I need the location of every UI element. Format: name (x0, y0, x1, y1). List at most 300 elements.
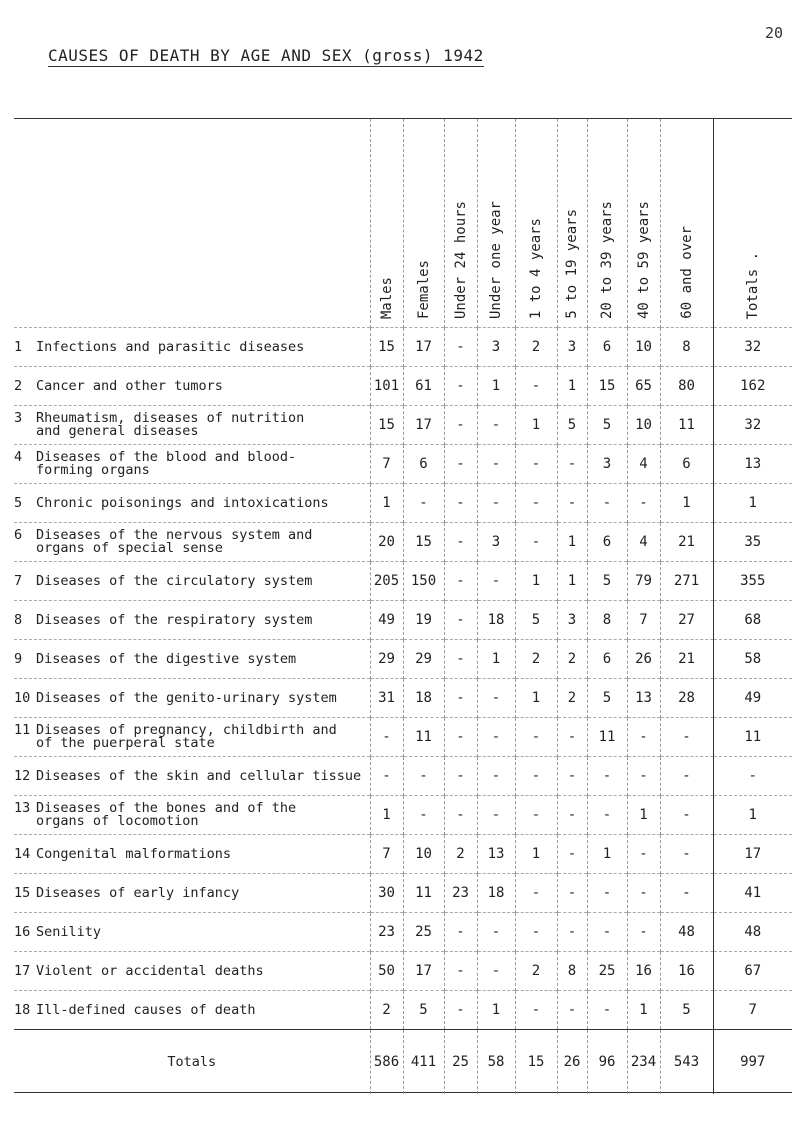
value-cell: 16 (627, 952, 660, 991)
header-females: Females (403, 119, 444, 328)
value-cell: 23 (444, 874, 477, 913)
value-cell: - (444, 640, 477, 679)
value-cell: 41 (713, 874, 792, 913)
value-cell: 10 (403, 835, 444, 874)
value-cell: 2 (444, 835, 477, 874)
cause-text (36, 451, 296, 477)
table-row (14, 640, 792, 679)
value-cell: - (477, 445, 515, 484)
cause-label (14, 679, 370, 718)
value-cell: - (444, 952, 477, 991)
cause-text-line: Infections and parasitic diseases (36, 338, 305, 355)
value-cell: - (587, 913, 627, 952)
value-cell: 17 (403, 406, 444, 445)
value-cell: 1 (627, 796, 660, 835)
table-row (14, 874, 792, 913)
value-cell: - (660, 796, 713, 835)
cause-text (36, 845, 232, 862)
value-cell: 23 (370, 913, 403, 952)
total-value-cell: 586 (370, 1030, 403, 1095)
value-cell: - (557, 757, 587, 796)
cause-number: 11 (14, 722, 31, 738)
value-cell: 1 (515, 406, 557, 445)
table-row (14, 913, 792, 952)
value-cell: 150 (403, 562, 444, 601)
cause-label (14, 991, 370, 1030)
cause-text-line: Diseases of the nervous system and (36, 527, 313, 543)
value-cell: - (587, 991, 627, 1030)
cause-text-line: Cancer and other tumors (36, 377, 223, 394)
cause-text-line: and general diseases (36, 423, 199, 439)
value-cell: 1 (660, 484, 713, 523)
totals-row (14, 1030, 792, 1095)
cause-text-line: Diseases of the bones and of the (36, 800, 297, 816)
cause-text (36, 802, 296, 828)
total-value-cell: 234 (627, 1030, 660, 1095)
value-cell: 21 (660, 640, 713, 679)
value-cell: 355 (713, 562, 792, 601)
value-cell: 11 (660, 406, 713, 445)
cause-number: 10 (14, 689, 31, 706)
cause-number: 12 (14, 767, 31, 784)
value-cell: 11 (587, 718, 627, 757)
value-cell: - (557, 991, 587, 1030)
value-cell: 6 (587, 328, 627, 367)
cause-label (14, 796, 370, 835)
cause-label (14, 913, 370, 952)
cause-text (36, 923, 102, 940)
value-cell: 1 (370, 796, 403, 835)
cause-text-line: Senility (36, 923, 102, 940)
causes-of-death-table (14, 118, 792, 1093)
cause-text-line: organs of special sense (36, 540, 223, 556)
value-cell: 18 (477, 874, 515, 913)
cause-text (36, 962, 264, 979)
value-cell: 32 (713, 406, 792, 445)
value-cell: - (444, 445, 477, 484)
cause-text-line: forming organs (36, 462, 150, 478)
value-cell: 20 (370, 523, 403, 562)
value-cell: - (557, 484, 587, 523)
cause-text-line: Diseases of the respiratory system (36, 611, 313, 628)
value-cell: - (515, 523, 557, 562)
cause-text (36, 572, 313, 589)
value-cell: 8 (587, 601, 627, 640)
value-cell: - (557, 718, 587, 757)
value-cell: 35 (713, 523, 792, 562)
value-cell: 2 (557, 640, 587, 679)
value-cell: - (627, 484, 660, 523)
value-cell: 48 (660, 913, 713, 952)
page-number: 20 (764, 24, 783, 42)
cause-number: 15 (14, 884, 31, 901)
total-value-cell: 58 (477, 1030, 515, 1095)
value-cell: 1 (587, 835, 627, 874)
value-cell: - (515, 445, 557, 484)
value-cell: 13 (713, 445, 792, 484)
value-cell: 10 (627, 406, 660, 445)
total-value-cell: 96 (587, 1030, 627, 1095)
value-cell: 1 (477, 640, 515, 679)
value-cell: - (660, 757, 713, 796)
value-cell: - (444, 484, 477, 523)
cause-label (14, 328, 370, 367)
value-cell: 61 (403, 367, 444, 406)
value-cell: 15 (370, 328, 403, 367)
value-cell: 7 (370, 835, 403, 874)
cause-number: 5 (14, 494, 23, 511)
value-cell: 1 (557, 367, 587, 406)
value-cell: 2 (515, 328, 557, 367)
cause-label (14, 757, 370, 796)
cause-number: 13 (14, 800, 31, 816)
table-row (14, 562, 792, 601)
value-cell: 205 (370, 562, 403, 601)
cause-text (36, 689, 337, 706)
cause-label (14, 484, 370, 523)
cause-text (36, 611, 313, 628)
header-totals: Totals . (713, 119, 792, 328)
value-cell: - (515, 757, 557, 796)
value-cell: 32 (713, 328, 792, 367)
cause-text (36, 412, 304, 438)
value-cell: - (444, 406, 477, 445)
cause-text (36, 377, 223, 394)
table-row (14, 718, 792, 757)
value-cell: - (557, 913, 587, 952)
value-cell: - (627, 913, 660, 952)
header-under-one-year: Under one year (477, 119, 515, 328)
value-cell: 21 (660, 523, 713, 562)
cause-text-line: organs of locomotion (36, 813, 199, 829)
cause-text-line: Chronic poisonings and intoxications (36, 494, 329, 511)
value-cell: - (477, 913, 515, 952)
value-cell: 2 (515, 952, 557, 991)
value-cell: 7 (627, 601, 660, 640)
value-cell: 271 (660, 562, 713, 601)
cause-text-line: Rheumatism, diseases of nutrition (36, 410, 305, 426)
value-cell: - (713, 757, 792, 796)
value-cell: 6 (403, 445, 444, 484)
value-cell: 1 (557, 562, 587, 601)
cause-label (14, 523, 370, 562)
value-cell: 13 (627, 679, 660, 718)
value-cell: 10 (627, 328, 660, 367)
value-cell: 67 (713, 952, 792, 991)
cause-text-line: Diseases of early infancy (36, 884, 240, 901)
value-cell: 6 (587, 640, 627, 679)
cause-number: 6 (14, 527, 23, 543)
cause-label (14, 367, 370, 406)
value-cell: - (515, 718, 557, 757)
value-cell: - (444, 757, 477, 796)
value-cell: 3 (557, 601, 587, 640)
cause-text (36, 724, 337, 750)
total-value-cell: 15 (515, 1030, 557, 1095)
cause-text-line: Diseases of the circulatory system (36, 572, 313, 589)
value-cell: - (515, 367, 557, 406)
value-cell: - (627, 757, 660, 796)
value-cell: - (660, 835, 713, 874)
header-5-to-19-years: 5 to 19 years (557, 119, 587, 328)
table-row (14, 991, 792, 1030)
value-cell: - (587, 757, 627, 796)
value-cell: - (477, 718, 515, 757)
value-cell: 1 (477, 367, 515, 406)
cause-number: 9 (14, 650, 23, 667)
table-row (14, 835, 792, 874)
value-cell: - (515, 484, 557, 523)
value-cell: - (403, 796, 444, 835)
value-cell: 25 (403, 913, 444, 952)
table-row (14, 445, 792, 484)
value-cell: 4 (627, 445, 660, 484)
cause-label (14, 601, 370, 640)
value-cell: - (370, 757, 403, 796)
cause-number: 3 (14, 410, 23, 426)
value-cell: 8 (557, 952, 587, 991)
totals-label: Totals (14, 1030, 370, 1095)
value-cell: 15 (587, 367, 627, 406)
value-cell: - (515, 796, 557, 835)
cause-text (36, 1001, 256, 1018)
value-cell: - (444, 601, 477, 640)
value-cell: 16 (660, 952, 713, 991)
value-cell: 17 (403, 328, 444, 367)
value-cell: - (403, 757, 444, 796)
value-cell: 5 (557, 406, 587, 445)
cause-text (36, 767, 362, 784)
cause-number: 8 (14, 611, 23, 628)
cause-number: 14 (14, 845, 31, 862)
value-cell: - (370, 718, 403, 757)
value-cell: - (660, 874, 713, 913)
cause-text-line: of the puerperal state (36, 735, 215, 751)
header-40-to-59-years: 40 to 59 years (627, 119, 660, 328)
header-cause-blank (14, 119, 370, 328)
value-cell: 6 (587, 523, 627, 562)
value-cell: 79 (627, 562, 660, 601)
value-cell: - (557, 874, 587, 913)
value-cell: 6 (660, 445, 713, 484)
value-cell: 2 (370, 991, 403, 1030)
value-cell: 29 (370, 640, 403, 679)
value-cell: 30 (370, 874, 403, 913)
value-cell: 2 (557, 679, 587, 718)
cause-label (14, 952, 370, 991)
cause-label (14, 874, 370, 913)
table-row (14, 484, 792, 523)
value-cell: 162 (713, 367, 792, 406)
value-cell: 4 (627, 523, 660, 562)
total-value-cell: 26 (557, 1030, 587, 1095)
table-row (14, 367, 792, 406)
header-row (14, 119, 792, 328)
cause-label (14, 835, 370, 874)
value-cell: - (444, 523, 477, 562)
value-cell: 11 (713, 718, 792, 757)
value-cell: 1 (515, 562, 557, 601)
table-title: CAUSES OF DEATH BY AGE AND SEX (gross) 1942 (48, 46, 484, 65)
cause-number: 16 (14, 923, 31, 940)
cause-text-line: Diseases of the digestive system (36, 650, 297, 667)
value-cell: - (444, 913, 477, 952)
value-cell: 1 (713, 484, 792, 523)
value-cell: - (627, 835, 660, 874)
value-cell: 1 (515, 835, 557, 874)
table-row (14, 796, 792, 835)
value-cell: - (557, 835, 587, 874)
value-cell: 11 (403, 874, 444, 913)
value-cell: - (587, 796, 627, 835)
value-cell: - (477, 679, 515, 718)
value-cell: - (587, 874, 627, 913)
cause-text-line: Diseases of the blood and blood- (36, 449, 297, 465)
cause-label (14, 406, 370, 445)
cause-label (14, 718, 370, 757)
header-60-and-over: 60 and over (660, 119, 713, 328)
total-value-cell: 25 (444, 1030, 477, 1095)
value-cell: - (444, 562, 477, 601)
value-cell: - (557, 445, 587, 484)
cause-text (36, 338, 305, 355)
value-cell: 1 (713, 796, 792, 835)
value-cell: 29 (403, 640, 444, 679)
value-cell: 15 (403, 523, 444, 562)
value-cell: 25 (587, 952, 627, 991)
value-cell: - (477, 796, 515, 835)
cause-number: 7 (14, 572, 23, 589)
value-cell: 3 (587, 445, 627, 484)
value-cell: 3 (477, 523, 515, 562)
value-cell: - (515, 913, 557, 952)
value-cell: 5 (587, 679, 627, 718)
table-row (14, 523, 792, 562)
table-row (14, 757, 792, 796)
cause-number: 17 (14, 962, 31, 979)
value-cell: 19 (403, 601, 444, 640)
header-1-to-4-years: 1 to 4 years (515, 119, 557, 328)
value-cell: 17 (713, 835, 792, 874)
value-cell: 3 (557, 328, 587, 367)
value-cell: 3 (477, 328, 515, 367)
value-cell: - (444, 718, 477, 757)
table-row (14, 601, 792, 640)
value-cell: 7 (370, 445, 403, 484)
value-cell: - (627, 874, 660, 913)
value-cell: - (444, 991, 477, 1030)
cause-label (14, 445, 370, 484)
cause-number: 2 (14, 377, 23, 394)
value-cell: 1 (557, 523, 587, 562)
value-cell: 11 (403, 718, 444, 757)
value-cell: 15 (370, 406, 403, 445)
value-cell: 5 (660, 991, 713, 1030)
value-cell: - (477, 757, 515, 796)
table-row (14, 328, 792, 367)
value-cell: 26 (627, 640, 660, 679)
cause-text-line: Congenital malformations (36, 845, 232, 862)
value-cell: - (477, 484, 515, 523)
value-cell: 1 (370, 484, 403, 523)
table-row (14, 406, 792, 445)
value-cell: - (444, 328, 477, 367)
value-cell: 5 (403, 991, 444, 1030)
cause-label (14, 640, 370, 679)
value-cell: - (477, 406, 515, 445)
cause-text-line: Violent or accidental deaths (36, 962, 264, 979)
total-value-cell: 411 (403, 1030, 444, 1095)
value-cell: 68 (713, 601, 792, 640)
value-cell: - (660, 718, 713, 757)
value-cell: 101 (370, 367, 403, 406)
value-cell: - (444, 367, 477, 406)
value-cell: 1 (477, 991, 515, 1030)
value-cell: 48 (713, 913, 792, 952)
value-cell: 2 (515, 640, 557, 679)
value-cell: 5 (587, 562, 627, 601)
value-cell: 65 (627, 367, 660, 406)
value-cell: - (557, 796, 587, 835)
value-cell: - (477, 952, 515, 991)
value-cell: 28 (660, 679, 713, 718)
value-cell: 49 (713, 679, 792, 718)
cause-text-line: Ill-defined causes of death (36, 1001, 256, 1018)
value-cell: 5 (515, 601, 557, 640)
cause-number: 18 (14, 1001, 31, 1018)
value-cell: 5 (587, 406, 627, 445)
value-cell: - (515, 874, 557, 913)
total-value-cell: 543 (660, 1030, 713, 1095)
table-row (14, 952, 792, 991)
value-cell: - (403, 484, 444, 523)
value-cell: 1 (515, 679, 557, 718)
value-cell: 1 (627, 991, 660, 1030)
value-cell: - (477, 562, 515, 601)
value-cell: 31 (370, 679, 403, 718)
table-row (14, 679, 792, 718)
cause-label (14, 562, 370, 601)
value-cell: 17 (403, 952, 444, 991)
value-cell: 58 (713, 640, 792, 679)
cause-text (36, 494, 329, 511)
value-cell: 27 (660, 601, 713, 640)
value-cell: 7 (713, 991, 792, 1030)
value-cell: 13 (477, 835, 515, 874)
value-cell: 8 (660, 328, 713, 367)
value-cell: - (627, 718, 660, 757)
value-cell: 18 (477, 601, 515, 640)
value-cell: - (515, 991, 557, 1030)
cause-text-line: Diseases of the genito-urinary system (36, 689, 337, 706)
cause-number: 1 (14, 338, 23, 355)
value-cell: - (444, 679, 477, 718)
header-20-to-39-years: 20 to 39 years (587, 119, 627, 328)
header-males: Males (370, 119, 403, 328)
cause-number: 4 (14, 449, 23, 465)
value-cell: - (587, 484, 627, 523)
cause-text-line: Diseases of pregnancy, childbirth and (36, 722, 337, 738)
value-cell: - (444, 796, 477, 835)
total-value-cell: 997 (713, 1030, 792, 1095)
cause-text (36, 529, 312, 555)
cause-text (36, 650, 297, 667)
value-cell: 50 (370, 952, 403, 991)
cause-text (36, 884, 240, 901)
value-cell: 80 (660, 367, 713, 406)
cause-text-line: Diseases of the skin and cellular tissue (36, 767, 362, 784)
value-cell: 49 (370, 601, 403, 640)
